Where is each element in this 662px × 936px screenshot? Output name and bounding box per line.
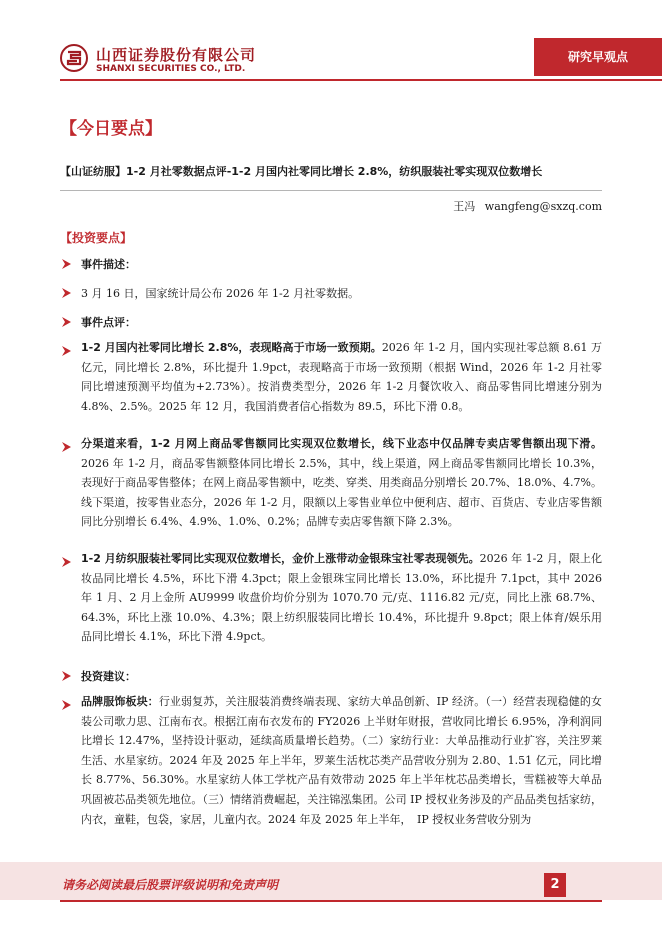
bullet-arrow-icon — [60, 345, 72, 357]
bullet-arrow-icon — [60, 441, 72, 453]
company-name-en: SHANXI SECURITIES CO., LTD. — [96, 64, 246, 74]
bullet-arrow-icon — [60, 287, 72, 299]
author-name: 王冯 — [453, 200, 476, 213]
title-divider — [60, 190, 602, 191]
footer-disclaimer: 请务必阅读最后股票评级说明和免责声明 — [62, 878, 279, 892]
paragraph-body: 行业弱复苏，关注服装消费终端表现、家纺大单品创新、IP 经济。（一）经营表现稳健的女装公司歌力思、江南布衣。根据江南布衣发布的 FY2026 上半财年财报，营收同比增长 6.95%，净利润同比增长 12.47%，坚持设计驱动，延续高质量增长趋势。（二）家纺行业：大单品推动行业扩容，关注罗莱生活、水星家纺。2024 年及 2025 年上半年，罗莱生活枕芯类产品营收分别为 2.80、1.51 亿元，同比增长 8.77%、56.30%。水星家纺人体工学枕产品有效带动 2025 年上半年枕芯品类增长，雪糕被等大单品巩固被芯品类领先地位。（三）情绪消费崛起，关注锦泓集团。公司 IP 授权业务涉及的产品品类包括家纺，内衣，童鞋，包袋，家居，儿童内衣。2024 年及 2025 年上半年， IP 授权业务营收分别为 — [81, 695, 603, 826]
bullet-arrow-icon — [60, 556, 72, 568]
paragraph-lead: 1-2 月国内社零同比增长 2.8%，表现略高于市场一致预期。 — [81, 341, 382, 354]
author-line — [447, 198, 602, 214]
event-desc-text: 3 月 16 日，国家统计局公布 2026 年 1-2 月社零数据。 — [81, 287, 360, 300]
paragraph-body: 2026 年 1-2 月，商品零售额整体同比增长 2.5%，其中，线上渠道，网上商品零售额同比增长 10.3%，表现好于商品零售整体；在网上商品零售额中，吃类、穿类、用类商品分别增长 20.7%、18.0%、4.7%。线下渠道，按零售业态分，2026 年 1-2 月，限额以上零售业单位中便利店、超市、百货店、专业店零售额同比分别增长 6.4%、4.9%、1.0%、0.2%；品牌专卖店零售额下降 2.3%。 — [81, 456, 602, 529]
paragraph-retail-overview — [81, 338, 602, 416]
paragraph-body: 2026 年 1-2 月，限上化妆品同比增长 4.5%，环比下滑 4.3pct；限上金银珠宝同比增长 13.0%，环比提升 7.1pct，其中 2026 年 1 月、2 月上金所 AU9999 收盘价均价分别为 1070.70 元/克、1116.82 元/克，同比上涨 68.7%、64.3%，环比上涨 10.0%、4.3%；限上纺织服装同比增长 10.4%，环比提升 9.8pct；限上体育/娱乐用品同比增长 4.1%，环比下滑 4.9pct。 — [81, 552, 602, 644]
company-name-cn: 山西证券股份有限公司 — [96, 46, 257, 64]
paragraph-body: 2026 年 1-2 月，国内实现社零总额 8.61 万亿元，同比增长 2.8%，环比提升 1.9pct，表现略高于市场一致预期（根据 Wind，2026 年 1-2 月社零同比增速预测平均值为+2.73%）。按消费类型分，2026 年 1-2 月餐饮收入、商品零售同比增速分别为 4.8%、2.5%。2025 年 12 月，我国消费者信心指数为 89.5，环比下滑 0.8。 — [81, 341, 602, 413]
today-heading: 【今日要点】 — [60, 119, 162, 139]
event-desc-label: 事件描述： — [81, 258, 136, 271]
author-email[interactable]: wangfeng@sxzq.com — [484, 200, 602, 213]
bullet-arrow-icon — [60, 670, 72, 682]
event-comment-label: 事件点评： — [81, 316, 136, 329]
paragraph-lead: 1-2 月纺织服装社零同比实现双位数增长，金价上涨带动金银珠宝社零表现领先。 — [81, 552, 480, 565]
header-tag: 研究早观点 — [567, 50, 628, 64]
paragraph-channels — [81, 434, 602, 532]
footer-divider — [60, 900, 602, 902]
page-number: 2 — [544, 873, 566, 897]
bullet-arrow-icon — [60, 316, 72, 328]
company-logo — [60, 44, 88, 72]
advice-label: 投资建议： — [81, 670, 136, 683]
bullet-arrow-icon — [60, 258, 72, 270]
header-divider — [60, 79, 662, 81]
paragraph-textile-apparel — [81, 549, 602, 647]
report-title: 【山证纺服】1-2 月社零数据点评-1-2 月国内社零同比增长 2.8%，纺织服装社零实现双位数增长 — [60, 165, 543, 178]
paragraph-lead: 品牌服饰板块： — [81, 695, 159, 708]
bullet-arrow-icon — [60, 699, 72, 711]
section-heading: 【投资要点】 — [60, 231, 133, 245]
paragraph-lead: 分渠道来看，1-2 月网上商品零售额同比实现双位数增长，线下业态中仅品牌专卖店零售额出现下滑。 — [81, 437, 602, 450]
paragraph-brand-apparel — [81, 692, 602, 829]
logo-icon — [60, 44, 88, 72]
